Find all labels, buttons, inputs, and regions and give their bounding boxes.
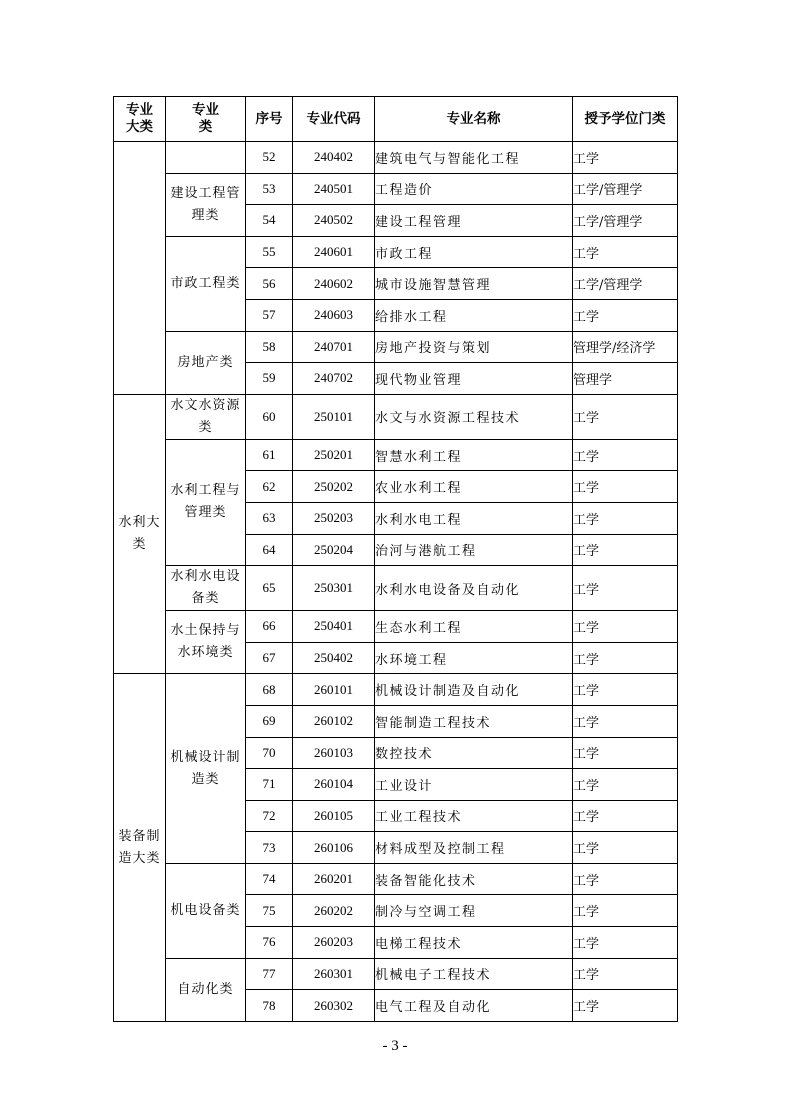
major-name-cell: 电梯工程技术: [375, 927, 573, 959]
table-row: [114, 958, 678, 990]
degree-cell: 工学: [573, 769, 678, 801]
degree-cell: 工学/管理学: [573, 268, 678, 300]
major-name-cell: 工业工程技术: [375, 800, 573, 832]
seq-cell: 63: [246, 502, 293, 534]
seq-cell: 64: [246, 534, 293, 566]
degree-cell: 工学/管理学: [573, 205, 678, 237]
degree-cell: 工学: [573, 534, 678, 566]
major-name-cell: 市政工程: [375, 236, 573, 268]
code-cell: 250401: [293, 611, 375, 643]
major-name-cell: 水利水电设备及自动化: [375, 566, 573, 611]
header-code: 专业代码: [293, 97, 375, 142]
degree-cell: 工学: [573, 958, 678, 990]
seq-cell: 65: [246, 566, 293, 611]
major-name-cell: 房地产投资与策划: [375, 331, 573, 363]
table-row: [114, 236, 678, 268]
major-category-cell: 水土保持与 水环境类: [166, 611, 246, 674]
table-row: [114, 331, 678, 363]
code-cell: 240402: [293, 142, 375, 174]
degree-cell: 工学: [573, 674, 678, 706]
major-name-cell: 工业设计: [375, 769, 573, 801]
code-cell: 260105: [293, 800, 375, 832]
code-cell: 240601: [293, 236, 375, 268]
major-name-cell: 材料成型及控制工程: [375, 832, 573, 864]
degree-cell: 工学: [573, 439, 678, 471]
seq-cell: 76: [246, 927, 293, 959]
seq-cell: 68: [246, 674, 293, 706]
code-cell: 240702: [293, 363, 375, 395]
major-name-cell: 数控技术: [375, 737, 573, 769]
major-category-cell: 自动化类: [166, 958, 246, 1021]
major-name-cell: 治河与港航工程: [375, 534, 573, 566]
major-category-cell: 机械设计制 造类: [166, 674, 246, 864]
header-seq: 序号: [246, 97, 293, 142]
code-cell: 250201: [293, 439, 375, 471]
code-cell: 250202: [293, 471, 375, 503]
code-cell: 250204: [293, 534, 375, 566]
seq-cell: 54: [246, 205, 293, 237]
major-group-cell: 装备制 造大类: [114, 674, 166, 1022]
seq-cell: 75: [246, 895, 293, 927]
major-name-cell: 农业水利工程: [375, 471, 573, 503]
code-cell: 260103: [293, 737, 375, 769]
code-cell: 260301: [293, 958, 375, 990]
major-name-cell: 生态水利工程: [375, 611, 573, 643]
code-cell: 260106: [293, 832, 375, 864]
code-cell: 250101: [293, 394, 375, 439]
degree-cell: 管理学: [573, 363, 678, 395]
seq-cell: 62: [246, 471, 293, 503]
major-category-cell: 市政工程类: [166, 236, 246, 331]
seq-cell: 78: [246, 990, 293, 1022]
degree-cell: 工学: [573, 832, 678, 864]
seq-cell: 61: [246, 439, 293, 471]
seq-cell: 66: [246, 611, 293, 643]
code-cell: 250301: [293, 566, 375, 611]
degree-cell: 工学: [573, 566, 678, 611]
table-row: [114, 611, 678, 643]
code-cell: 240603: [293, 299, 375, 331]
code-cell: 250203: [293, 502, 375, 534]
degree-cell: 工学: [573, 642, 678, 674]
seq-cell: 58: [246, 331, 293, 363]
major-category-cell: 机电设备类: [166, 863, 246, 958]
degree-cell: 工学: [573, 394, 678, 439]
code-cell: 240602: [293, 268, 375, 300]
degree-cell: 工学: [573, 471, 678, 503]
major-group-cell: 水利大 类: [114, 394, 166, 674]
seq-cell: 55: [246, 236, 293, 268]
seq-cell: 57: [246, 299, 293, 331]
code-cell: 260203: [293, 927, 375, 959]
degree-cell: 工学: [573, 236, 678, 268]
major-category-cell: 水利水电设 备类: [166, 566, 246, 611]
major-name-cell: 给排水工程: [375, 299, 573, 331]
major-name-cell: 水环境工程: [375, 642, 573, 674]
header-major-group: 专业 大类: [114, 97, 166, 142]
code-cell: 260104: [293, 769, 375, 801]
major-category-cell: 建设工程管 理类: [166, 173, 246, 236]
degree-cell: 工学: [573, 895, 678, 927]
table-row: [114, 863, 678, 895]
degree-cell: 管理学/经济学: [573, 331, 678, 363]
table-row: [114, 439, 678, 471]
major-name-cell: 建筑电气与智能化工程: [375, 142, 573, 174]
major-name-cell: 机械设计制造及自动化: [375, 674, 573, 706]
major-name-cell: 制冷与空调工程: [375, 895, 573, 927]
seq-cell: 70: [246, 737, 293, 769]
table-row: [114, 142, 678, 174]
header-major-category: 专业 类: [166, 97, 246, 142]
page-number: - 3 -: [382, 1038, 408, 1054]
degree-cell: 工学/管理学: [573, 173, 678, 205]
major-name-cell: 电气工程及自动化: [375, 990, 573, 1022]
code-cell: 260201: [293, 863, 375, 895]
major-category-cell: 水利工程与 管理类: [166, 439, 246, 565]
majors-table: [113, 96, 678, 1022]
major-name-cell: 现代物业管理: [375, 363, 573, 395]
table-row: [114, 674, 678, 706]
code-cell: 260102: [293, 705, 375, 737]
header-major-name: 专业名称: [375, 97, 573, 142]
degree-cell: 工学: [573, 502, 678, 534]
major-name-cell: 机械电子工程技术: [375, 958, 573, 990]
major-name-cell: 城市设施智慧管理: [375, 268, 573, 300]
major-name-cell: 建设工程管理: [375, 205, 573, 237]
degree-cell: 工学: [573, 299, 678, 331]
major-category-cell: [166, 142, 246, 174]
degree-cell: 工学: [573, 927, 678, 959]
seq-cell: 67: [246, 642, 293, 674]
major-name-cell: 水利水电工程: [375, 502, 573, 534]
major-name-cell: 工程造价: [375, 173, 573, 205]
table-row: [114, 394, 678, 439]
degree-cell: 工学: [573, 142, 678, 174]
major-name-cell: 智慧水利工程: [375, 439, 573, 471]
degree-cell: 工学: [573, 800, 678, 832]
seq-cell: 53: [246, 173, 293, 205]
seq-cell: 73: [246, 832, 293, 864]
seq-cell: 69: [246, 705, 293, 737]
major-name-cell: 装备智能化技术: [375, 863, 573, 895]
code-cell: 240701: [293, 331, 375, 363]
header-degree: 授予学位门类: [573, 97, 678, 142]
major-category-cell: 房地产类: [166, 331, 246, 394]
seq-cell: 52: [246, 142, 293, 174]
major-category-cell: 水文水资源 类: [166, 394, 246, 439]
table-row: [114, 566, 678, 611]
seq-cell: 74: [246, 863, 293, 895]
code-cell: 260202: [293, 895, 375, 927]
table-row: [114, 173, 678, 205]
major-name-cell: 智能制造工程技术: [375, 705, 573, 737]
degree-cell: 工学: [573, 863, 678, 895]
seq-cell: 56: [246, 268, 293, 300]
degree-cell: 工学: [573, 705, 678, 737]
degree-cell: 工学: [573, 990, 678, 1022]
major-name-cell: 水文与水资源工程技术: [375, 394, 573, 439]
major-group-cell: [114, 142, 166, 395]
code-cell: 240501: [293, 173, 375, 205]
seq-cell: 72: [246, 800, 293, 832]
seq-cell: 71: [246, 769, 293, 801]
seq-cell: 60: [246, 394, 293, 439]
code-cell: 260302: [293, 990, 375, 1022]
seq-cell: 77: [246, 958, 293, 990]
seq-cell: 59: [246, 363, 293, 395]
degree-cell: 工学: [573, 611, 678, 643]
code-cell: 240502: [293, 205, 375, 237]
degree-cell: 工学: [573, 737, 678, 769]
header-row: [114, 97, 678, 142]
code-cell: 250402: [293, 642, 375, 674]
code-cell: 260101: [293, 674, 375, 706]
